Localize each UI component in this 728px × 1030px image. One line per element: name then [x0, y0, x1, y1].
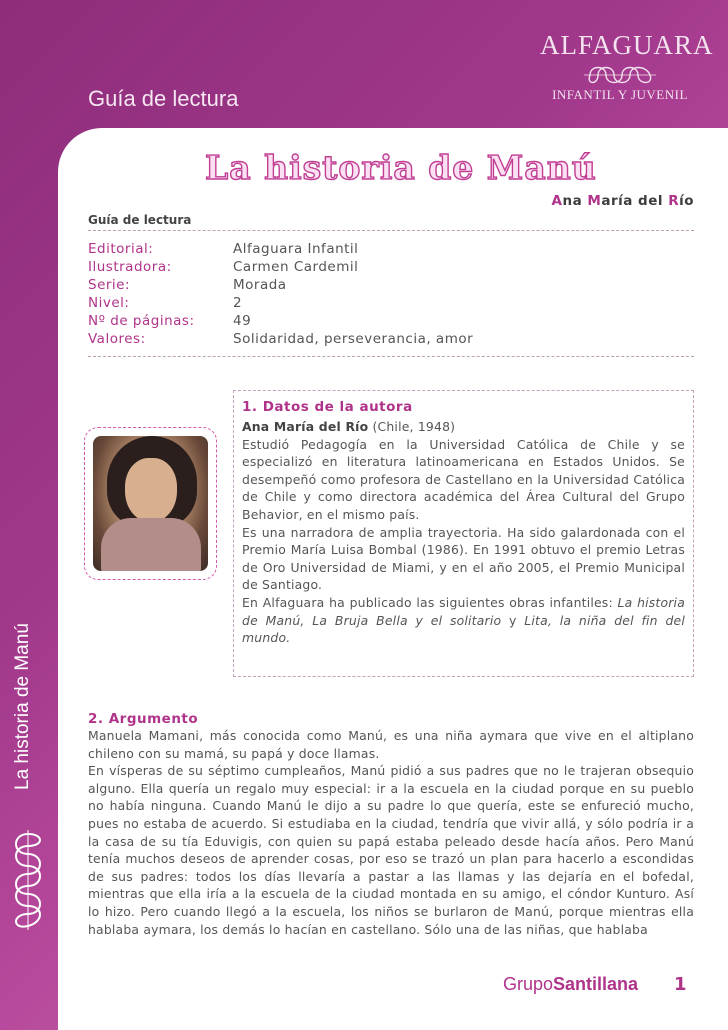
book-facts: [88, 240, 473, 348]
plot-summary-text: Manuela Mamani, más conocida como Manú, es una niña aymara que vive en el altiplano chileno con su mamá, su papá y doce llamas. En vísperas de su séptimo cumpleaños, Manú pidió a sus padres que no le trajeran obsequio alguno. Ella quería un regalo muy especial: ir a la escuela en la ciudad porque en su pueblo no había ninguna. Cuando Manú le dijo a su padre lo que quería, este se enfureció mucho, pues no estaba de acuerdo. Si estudiaba en la ciudad, tendría que vivir allá, y sólo podría ir a la casa de su tía Eduvigis, con quien su papá estaba peleado desde hacía años. Pero Manú tenía muchos deseos de aprender cosas, por eso se trazó un plan para hacerlo a escondidas de sus padres: todos los días llevaría a pastar a las llamas y las dejaría en el bofedal, mientras que ella iría a la escuela de la ciudad montada en su amigo, el cóndor Kunturo. Así lo hizo. Pero cuando llegó a la escuela, los niños se burlaron de Manú, porque mientras ella hablaba aymara, los demás lo hacían en castellano. Sólo una de las niñas, que hablaba: [88, 728, 694, 937]
header-title: Guía de lectura: [88, 86, 239, 111]
fact-row: Ilustradora: Carmen Cardemil: [88, 259, 359, 275]
page-number: 1: [674, 974, 687, 995]
knot-ornament-icon: [4, 830, 52, 930]
section-title: 1. Datos de la autora: [242, 399, 413, 415]
fact-row: Editorial: Alfaguara Infantil: [88, 241, 359, 257]
author-photo-frame: [84, 427, 217, 580]
divider: [88, 230, 694, 231]
section-title: 2. Argumento: [88, 711, 199, 727]
fact-row: Nivel: 2: [88, 295, 243, 311]
fact-row: Serie: Morada: [88, 277, 287, 293]
book-title: La historia de Manú: [205, 148, 597, 187]
author-name: Ana María del Río: [551, 193, 694, 209]
author-photo: [93, 436, 208, 571]
guide-label: Guía de lectura: [88, 213, 192, 227]
grupo-santillana-logo: GrupoSantillana: [503, 974, 639, 994]
fact-row: Nº de páginas: 49: [88, 313, 252, 329]
author-bio-box: [233, 390, 694, 677]
divider: [88, 356, 694, 357]
alfaguara-logo: [540, 30, 714, 103]
fact-row: Valores: Solidaridad, perseverancia, amor: [88, 331, 474, 347]
logo-name: ALFAGUARA: [540, 30, 714, 60]
knot-ornament-icon: [584, 63, 656, 87]
side-title: La historia de Manú: [12, 623, 33, 790]
author-bio-text: Ana María del Río (Chile, 1948) Estudió Pedagogía en la Universidad Católica de Chile y se especializó en literatura latinoamericana en Estados Unidos. Se desempeñó como profesora de Castellano en la Universidad Católica de Chile y como directora académica del Área Cultural del Grupo Behavior, en el mismo país. Es una narradora de amplia trayectoria. Ha sido galardonada con el Premio María Luisa Bombal (1986). En 1991 obtuvo el premio Letras de Oro Universidad de Miami, y en el año 2005, el Premio Municipal de Santiago. En Alfaguara ha publicado las siguientes obras infantiles: La historia de Manú, La Bruja Bella y el solitario y Lita, la niña del fin del mundo.: [242, 419, 686, 646]
logo-subtitle: INFANTIL Y JUVENIL: [552, 87, 688, 102]
